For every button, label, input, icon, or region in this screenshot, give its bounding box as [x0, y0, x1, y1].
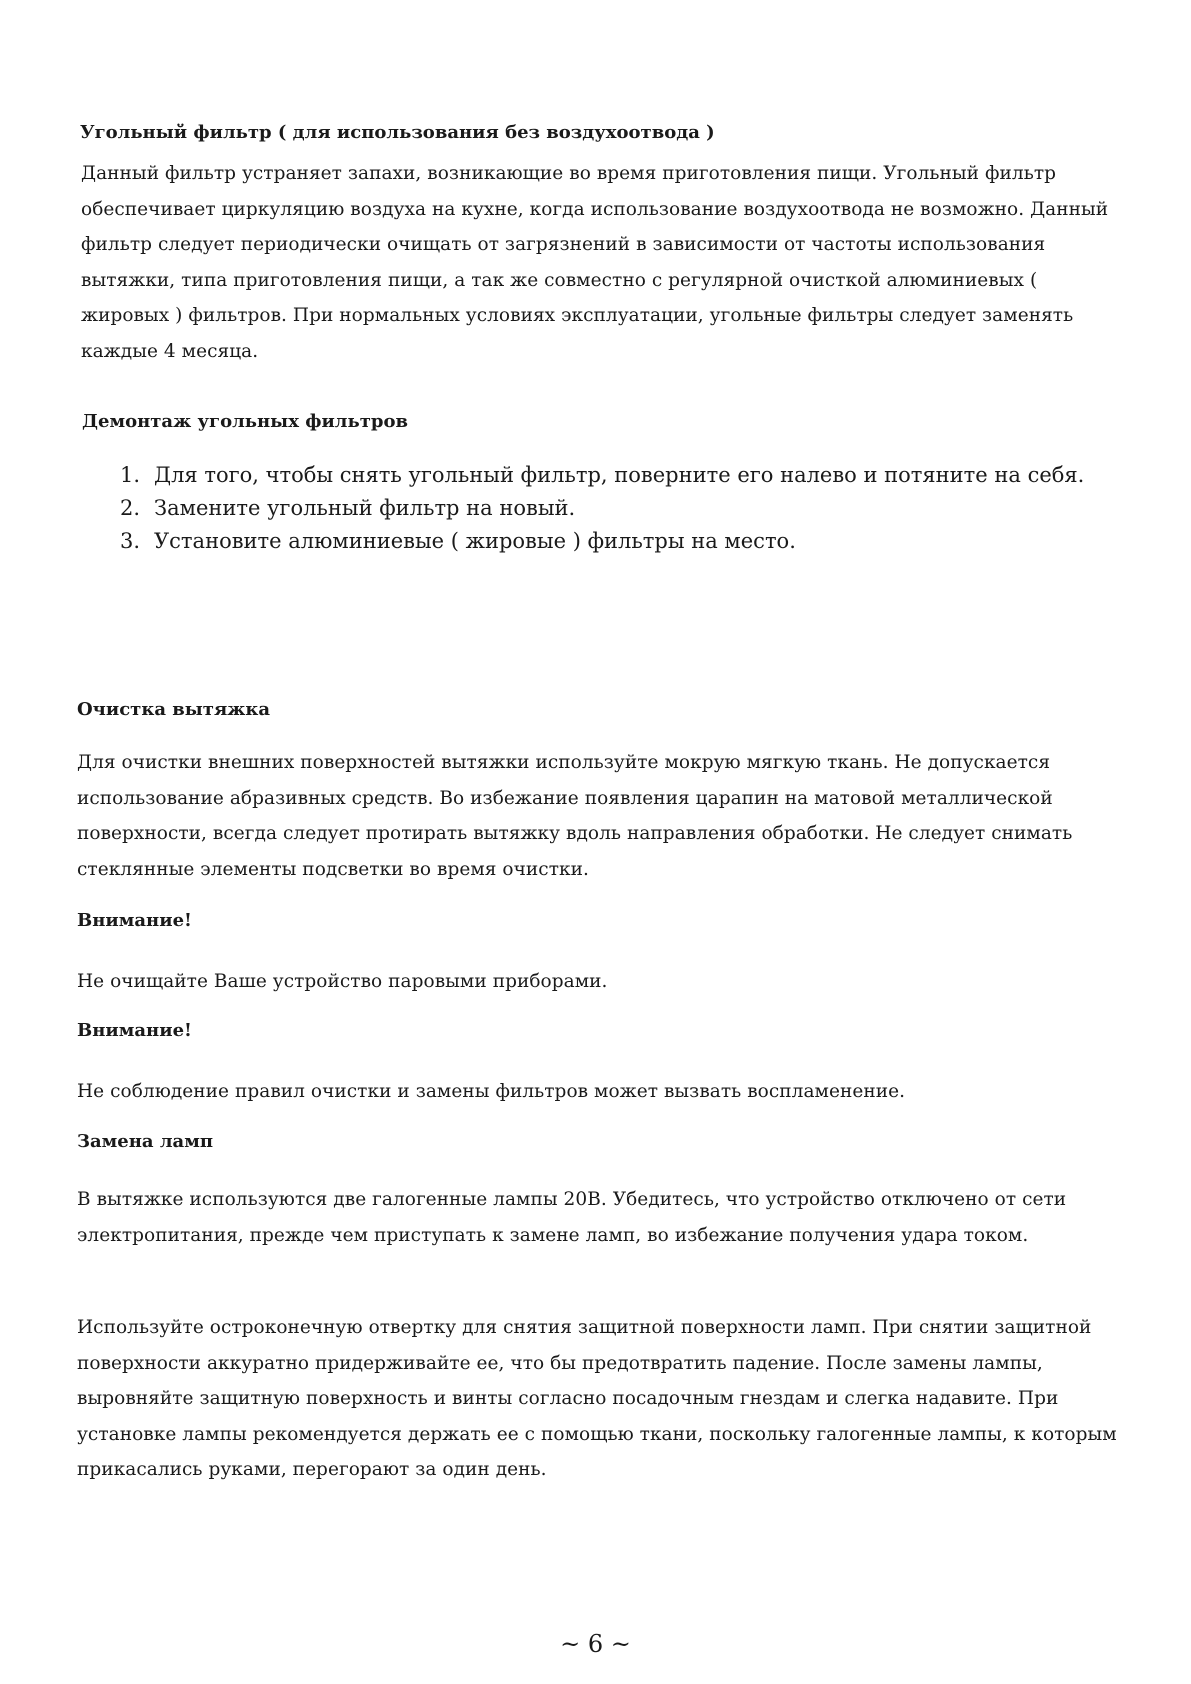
cleaning-paragraph: Для очистки внешних поверхностей вытяжки используйте мокрую мягкую ткань. Не допускается использование абразивных средств. Во избежание появления царапин на матовой металлической поверхности, всегда следует протирать вытяжку вдоль направления обработки. Не следует снимать стеклянные элементы подсветки во время очистки.	[77, 752, 1073, 880]
list-item	[110, 492, 1120, 525]
list-item	[110, 525, 1120, 558]
lamps-paragraph-1: В вытяжке используются две галогенные лампы 20В. Убедитесь, что устройство отключено от сети электропитания, прежде чем приступать к замене ламп, во избежание получения удара током.	[77, 1189, 1067, 1246]
step-number: 2.	[120, 496, 141, 520]
list-item	[110, 459, 1120, 492]
step-text: Установите алюминиевые ( жировые ) фильтры на место.	[154, 529, 796, 553]
warning-heading-1: Внимание!	[77, 910, 192, 931]
step-text: Для того, чтобы снять угольный фильтр, поверните его налево и потяните на себя.	[154, 463, 1085, 487]
step-number: 1.	[120, 463, 141, 487]
step-number: 3.	[120, 529, 141, 553]
cleaning-heading: Очистка вытяжка	[77, 699, 271, 720]
warning-heading-2: Внимание!	[77, 1020, 192, 1041]
lamps-paragraph-2: Используйте остроконечную отвертку для снятия защитной поверхности ламп. При снятии защитной поверхности аккуратно придерживайте ее, что бы предотвратить падение. После замены лампы, выровняйте защитную поверхность и винты согласно посадочным гнездам и слегка надавите. При установке лампы рекомендуется держать ее с помощью ткани, поскольку галогенные лампы, к которым прикасались руками, перегорают за один день.	[77, 1317, 1117, 1480]
charcoal-filter-paragraph: Данный фильтр устраняет запахи, возникающие во время приготовления пищи. Угольный фильтр обеспечивает циркуляцию воздуха на кухне, когда использование воздухоотвода не возможно. Данный фильтр следует периодически очищать от загрязнений в зависимости от частоты использования вытяжки, типа приготовления пищи, а так же совместно с регулярной очисткой алюминиевых ( жировых ) фильтров. При нормальных условиях эксплуатации, угольные фильтры следует заменять каждые 4 месяца.	[81, 163, 1109, 362]
removal-steps-list	[110, 459, 1120, 558]
warning-text-1: Не очищайте Ваше устройство паровыми приборами.	[77, 971, 608, 992]
removal-heading: Демонтаж угольных фильтров	[82, 411, 408, 432]
charcoal-filter-heading: Угольный фильтр ( для использования без воздухоотвода )	[80, 122, 715, 143]
step-text: Замените угольный фильтр на новый.	[154, 496, 576, 520]
warning-text-2: Не соблюдение правил очистки и замены фильтров может вызвать воспламенение.	[77, 1081, 906, 1102]
page-number: ~ 6 ~	[560, 1630, 631, 1658]
lamps-heading: Замена ламп	[77, 1131, 214, 1152]
